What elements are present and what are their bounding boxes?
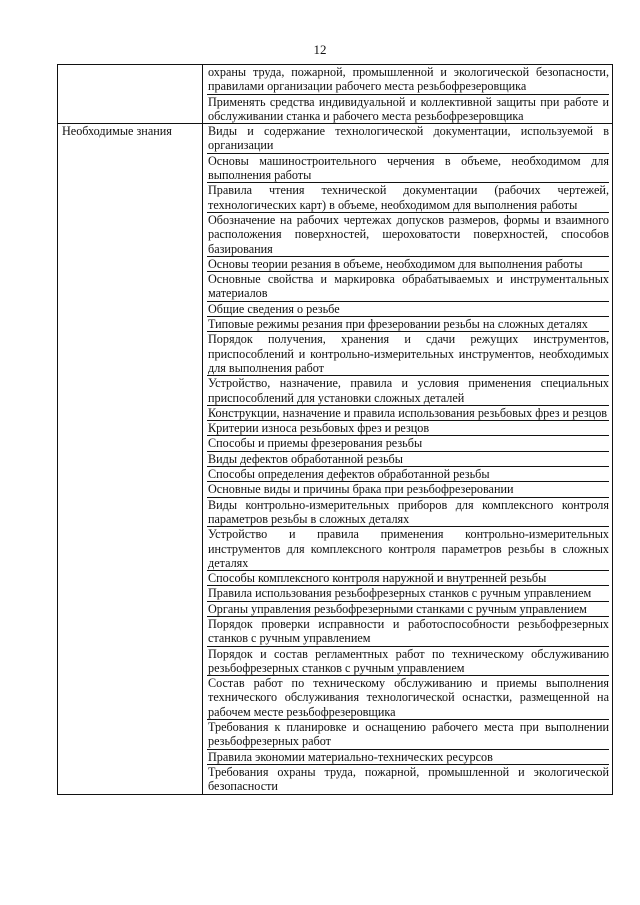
list-item: Основы теории резания в объеме, необходимом для выполнения работы: [207, 257, 609, 272]
list-item: Требования охраны труда, пожарной, промышленной и экологической безопасности: [208, 764, 609, 794]
list-item: Устройство, назначение, правила и условия применения специальных приспособлений для установки сложных деталей: [208, 376, 609, 405]
list-item: Порядок проверки исправности и работоспособности резьбофрезерных станков с ручным управлением: [208, 616, 609, 646]
list-item: Типовые режимы резания при фрезеровании резьбы на сложных деталях: [207, 317, 609, 332]
list-item: Основные свойства и маркировка обрабатываемых и инструментальных материалов: [208, 272, 609, 301]
row-label-cell: Необходимые знания: [58, 124, 203, 794]
requirements-table: [57, 64, 613, 795]
list-item: Способы и приемы фрезерования резьбы: [207, 436, 609, 451]
list-item: Состав работ по техническому обслуживанию и приемы выполнения технического обслуживания технологической оснастки, размещенной на рабочем месте резьбофрезеровщика: [208, 676, 609, 719]
list-item: Применять средства индивидуальной и коллективной защиты при работе и обслуживании станка и рабочего места резьбофрезеровщика: [208, 94, 609, 123]
list-item: Способы комплексного контроля наружной и внутренней резьбы: [207, 571, 609, 586]
list-item: Конструкции, назначение и правила использования резьбовых фрез и резцов: [208, 405, 608, 420]
list-item: Критерии износа резьбовых фрез и резцов: [207, 421, 609, 436]
list-item: Способы определения дефектов обработанной резьбы: [207, 467, 609, 482]
list-item: Виды контрольно-измерительных приборов для комплексного контроля параметров резьбы в сложных деталях: [208, 497, 609, 526]
table-row: [58, 124, 613, 794]
list-item: Правила экономии материально-технических ресурсов: [207, 750, 609, 765]
list-item: Правила использования резьбофрезерных станков с ручным управлением: [207, 586, 609, 601]
row-label-cell: [58, 65, 203, 124]
list-item: Основные виды и причины брака при резьбофрезеровании: [207, 482, 609, 497]
list-item: Требования к планировке и оснащению рабочего места при выполнении резьбофрезерных работ: [208, 720, 609, 749]
list-item: Порядок и состав регламентных работ по техническому обслуживанию резьбофрезерных станков с ручным управлением: [208, 646, 609, 675]
list-item: Порядок получения, хранения и сдачи режущих инструментов, приспособлений и контрольно-измерительных инструментов, необходимых для выполнения работ: [208, 332, 609, 375]
list-item: Виды и содержание технологической документации, используемой в организации: [208, 124, 609, 153]
row-content-cell: [203, 65, 613, 124]
page-number: 12: [313, 42, 327, 57]
list-item: Правила чтения технической документации (рабочих чертежей, технологических карт) в объеме, необходимом для выполнения работы: [208, 183, 609, 212]
list-item: Органы управления резьбофрезерными станками с ручным управлением: [207, 602, 609, 617]
row-content-cell: [203, 124, 613, 794]
list-item: Устройство и правила применения контрольно-измерительных инструментов для комплексного контроля параметров резьбы в сложных деталях: [208, 527, 609, 570]
list-item: Виды дефектов обработанной резьбы: [207, 452, 609, 467]
list-item: Обозначение на рабочих чертежах допусков размеров, формы и взаимного расположения поверхностей, шероховатости поверхностей, способов базирования: [208, 212, 609, 256]
table-row: [58, 65, 613, 124]
list-item: охраны труда, пожарной, промышленной и экологической безопасности, правилами организации рабочего места резьбофрезеровщика: [208, 65, 609, 94]
list-item: Общие сведения о резьбе: [207, 302, 609, 317]
list-item: Основы машиностроительного черчения в объеме, необходимом для выполнения работы: [208, 153, 609, 183]
